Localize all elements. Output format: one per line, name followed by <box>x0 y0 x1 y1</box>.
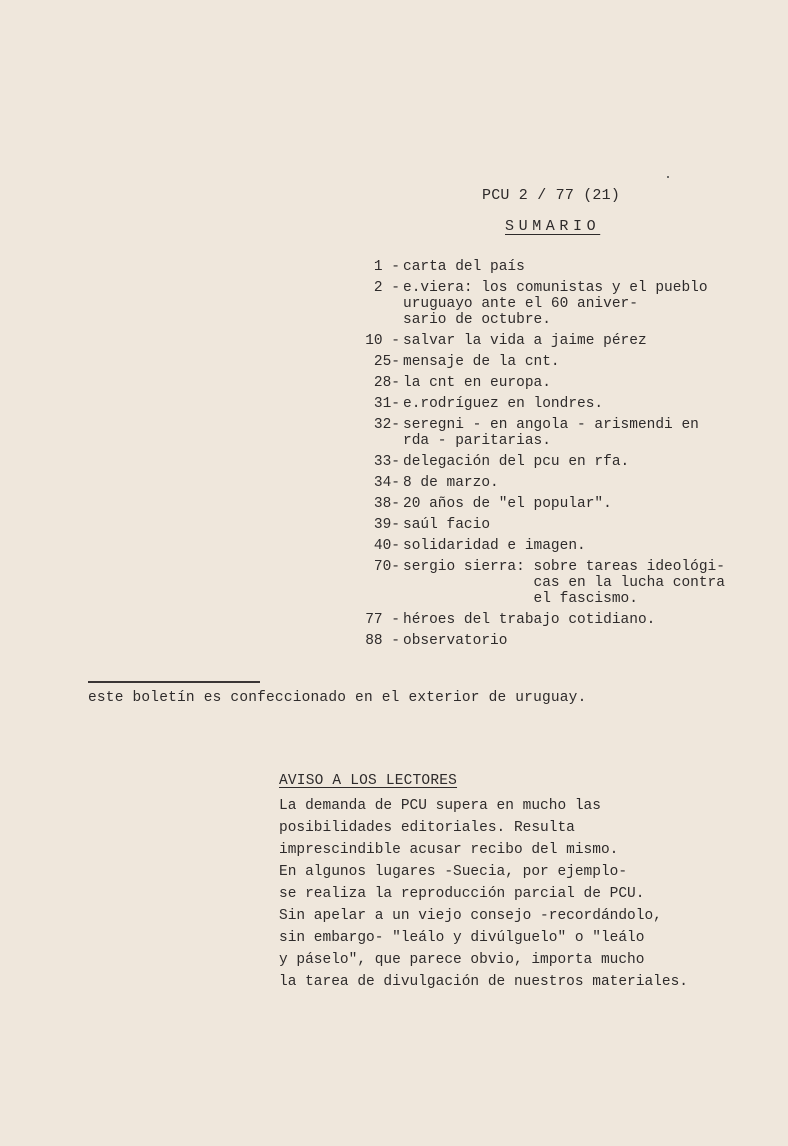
toc-entry <box>340 559 760 612</box>
toc-title <box>403 559 725 607</box>
toc-page-number: 40- <box>373 538 400 554</box>
aviso-line: sin embargo- "leálo y divúlguelo" o "leálo <box>279 930 645 946</box>
aviso-title: AVISO A LOS LECTORES <box>279 773 458 789</box>
toc-title-line: delegación del pcu en rfa. <box>403 454 630 470</box>
aviso-body <box>279 795 688 993</box>
toc-title-line: solidaridad e imagen. <box>403 538 586 554</box>
aviso-line: En algunos lugares -Suecia, por ejemplo- <box>279 864 628 880</box>
toc-page-number: 38- <box>373 496 400 512</box>
aviso-line: la tarea de divulgación de nuestros materiales. <box>279 974 688 990</box>
toc-title-line: seregni - en angola - arismendi en <box>403 417 699 433</box>
toc-page-number: 1 - <box>373 259 400 275</box>
toc-entry <box>340 354 760 375</box>
toc-page-number: 34- <box>373 475 400 491</box>
toc-title <box>403 496 612 512</box>
footnote: este boletín es confeccionado en el exterior de uruguay. <box>88 690 587 706</box>
toc-entry <box>340 475 760 496</box>
toc-page-number: 70- <box>373 559 400 575</box>
toc-entry <box>340 417 760 454</box>
toc-title-line: cas en la lucha contra <box>403 575 725 591</box>
toc-title <box>403 417 699 449</box>
toc-title <box>403 280 708 328</box>
toc-title-line: sergio sierra: sobre tareas ideológi- <box>403 559 725 575</box>
toc-page-number: 77 - <box>365 612 400 628</box>
ink-dot <box>667 176 669 178</box>
toc-title-line: héroes del trabajo cotidiano. <box>403 612 656 628</box>
table-of-contents <box>340 259 760 654</box>
toc-title-line: carta del país <box>403 259 525 275</box>
aviso-line: Sin apelar a un viejo consejo -recordándolo, <box>279 908 662 924</box>
toc-title <box>403 454 629 470</box>
toc-title-line: la cnt en europa. <box>403 375 551 391</box>
toc-title-line: el fascismo. <box>403 591 638 607</box>
toc-entry <box>340 538 760 559</box>
aviso-line: posibilidades editoriales. Resulta <box>279 820 575 836</box>
aviso-line: y páselo", que parece obvio, importa mucho <box>279 952 645 968</box>
sumario-title: SUMARIO <box>505 218 601 235</box>
toc-page-number: 88 - <box>365 633 400 649</box>
toc-page-number: 39- <box>373 517 400 533</box>
toc-entry <box>340 280 760 333</box>
toc-title-line: saúl facio <box>403 517 491 533</box>
toc-page-number: 33- <box>373 454 400 470</box>
aviso-line: imprescindible acusar recibo del mismo. <box>279 842 619 858</box>
toc-page-number: 31- <box>373 396 400 412</box>
footnote-rule <box>88 681 260 683</box>
toc-title <box>403 612 655 628</box>
toc-title-line: rda - paritarias. <box>403 433 551 449</box>
toc-title <box>403 475 499 491</box>
toc-title <box>403 633 507 649</box>
toc-title-line: observatorio <box>403 633 508 649</box>
toc-page-number: 10 - <box>365 333 400 349</box>
toc-title <box>403 538 586 554</box>
toc-title-line: e.viera: los comunistas y el pueblo <box>403 280 708 296</box>
toc-page-number: 25- <box>373 354 400 370</box>
toc-page-number: 28- <box>373 375 400 391</box>
toc-title <box>403 259 525 275</box>
toc-entry <box>340 496 760 517</box>
toc-title-line: sario de octubre. <box>403 312 551 328</box>
toc-entry <box>340 375 760 396</box>
toc-entry <box>340 633 760 654</box>
aviso-line: se realiza la reproducción parcial de PCU. <box>279 886 645 902</box>
toc-page-number: 2 - <box>373 280 400 296</box>
toc-title-line: e.rodríguez en londres. <box>403 396 604 412</box>
toc-entry <box>340 612 760 633</box>
toc-title <box>403 354 560 370</box>
toc-entry <box>340 333 760 354</box>
toc-title-line: 8 de marzo. <box>403 475 499 491</box>
aviso-line: La demanda de PCU supera en mucho las <box>279 798 601 814</box>
issue-header: PCU 2 / 77 (21) <box>482 187 621 204</box>
toc-title <box>403 333 647 349</box>
toc-page-number: 32- <box>373 417 400 433</box>
toc-entry <box>340 517 760 538</box>
toc-title <box>403 396 603 412</box>
toc-title <box>403 517 490 533</box>
toc-entry <box>340 454 760 475</box>
toc-entry <box>340 396 760 417</box>
toc-title-line: 20 años de "el popular". <box>403 496 612 512</box>
toc-title-line: uruguayo ante el 60 aniver- <box>403 296 638 312</box>
toc-entry <box>340 259 760 280</box>
toc-title <box>403 375 551 391</box>
toc-title-line: salvar la vida a jaime pérez <box>403 333 647 349</box>
toc-title-line: mensaje de la cnt. <box>403 354 560 370</box>
